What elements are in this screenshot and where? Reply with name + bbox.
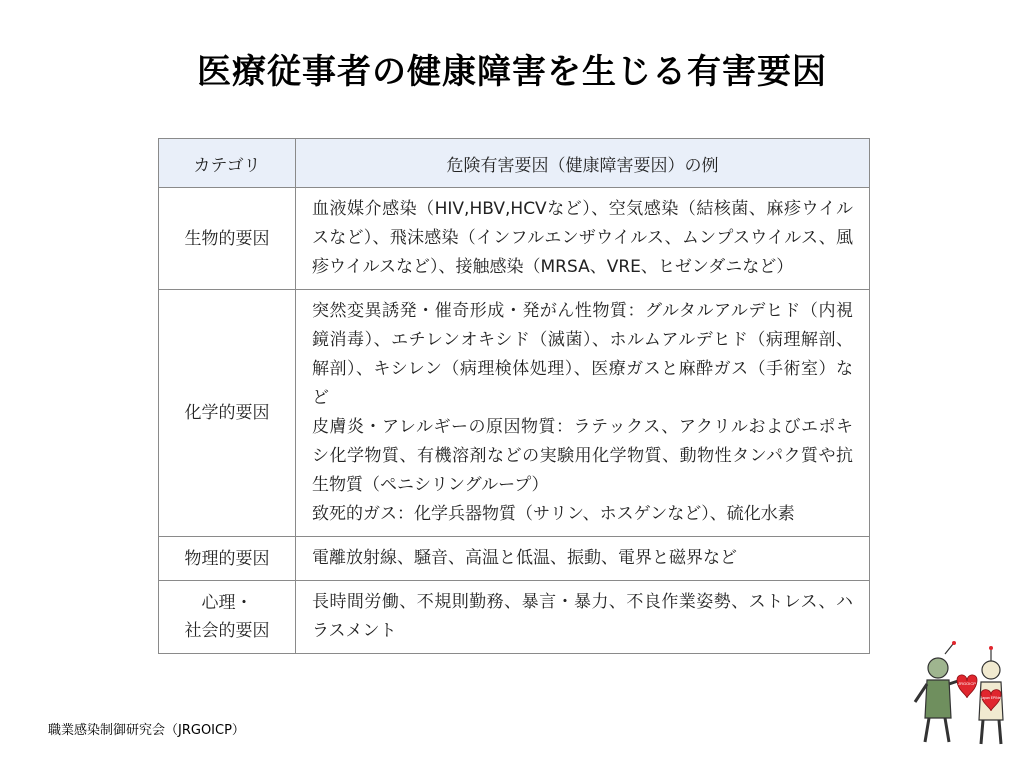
table-row-physical bbox=[159, 537, 870, 581]
category-cell bbox=[159, 188, 296, 290]
category-cell bbox=[159, 581, 296, 654]
heart-icon bbox=[957, 675, 977, 698]
table-row-biological bbox=[159, 188, 870, 290]
table-row-chemical bbox=[159, 290, 870, 537]
mascot-illustration bbox=[905, 640, 1015, 750]
example-text: 長時間労働、不規則勤務、暴言・暴力、不良作業姿勢、ストレス、ハラスメント bbox=[312, 592, 853, 641]
examples-cell bbox=[296, 188, 870, 290]
example-text: 致死的ガス：化学兵器物質（サリン、ホスゲンなど）、硫化水素 bbox=[312, 504, 795, 524]
category-label: 物理的要因 bbox=[184, 548, 270, 569]
examples-cell bbox=[296, 581, 870, 654]
category-label: 社会的要因 bbox=[184, 621, 270, 641]
category-cell bbox=[159, 290, 296, 537]
mascot-figure-left bbox=[915, 641, 961, 742]
header-category: カテゴリ bbox=[159, 139, 296, 188]
heart-label-left: JRGOICP bbox=[958, 681, 976, 686]
hazard-factor-table bbox=[158, 138, 870, 654]
header-examples: 危険有害要因（健康障害要因）の例 bbox=[296, 139, 870, 188]
heart-label-right: Japan EPINet bbox=[980, 696, 1002, 700]
example-text: 電離放射線、騒音、高温と低温、振動、電界と磁界など bbox=[312, 548, 737, 568]
category-label: 生物的要因 bbox=[184, 228, 270, 249]
table-header-row bbox=[159, 139, 870, 188]
example-text: 皮膚炎・アレルギーの原因物質：ラテックス、アクリルおよびエポキシ化学物質、有機溶剤などの実験用化学物質、動物性タンパク質や抗生物質（ペニシリングループ） bbox=[312, 417, 853, 495]
category-label: 心理・ bbox=[201, 593, 253, 613]
examples-cell bbox=[296, 537, 870, 581]
example-text: 突然変異誘発・催奇形成・発がん性物質：グルタルアルデヒド（内視鏡消毒）、エチレンオキシド（滅菌）、ホルムアルデヒド（病理解剖、解剖）、キシレン（病理検体処理）、医療ガスと麻酔ガス（手術室）など bbox=[312, 301, 853, 408]
category-cell bbox=[159, 537, 296, 581]
table-row-psychosocial bbox=[159, 581, 870, 654]
slide-title: 医療従事者の健康障害を生じる有害要因 bbox=[197, 52, 827, 92]
example-text: 血液媒介感染（HIV,HBV,HCVなど）、空気感染（結核菌、麻疹ウイルスなど）、飛沫感染（インフルエンザウイルス、ムンプスウイルス、風疹ウイルスなど）、接触感染（MRSA、VRE、ヒゼンダニなど） bbox=[312, 199, 853, 277]
category-label: 化学的要因 bbox=[184, 403, 270, 423]
organization-credit: 職業感染制御研究会（JRGOICP） bbox=[48, 723, 245, 738]
examples-cell bbox=[296, 290, 870, 537]
